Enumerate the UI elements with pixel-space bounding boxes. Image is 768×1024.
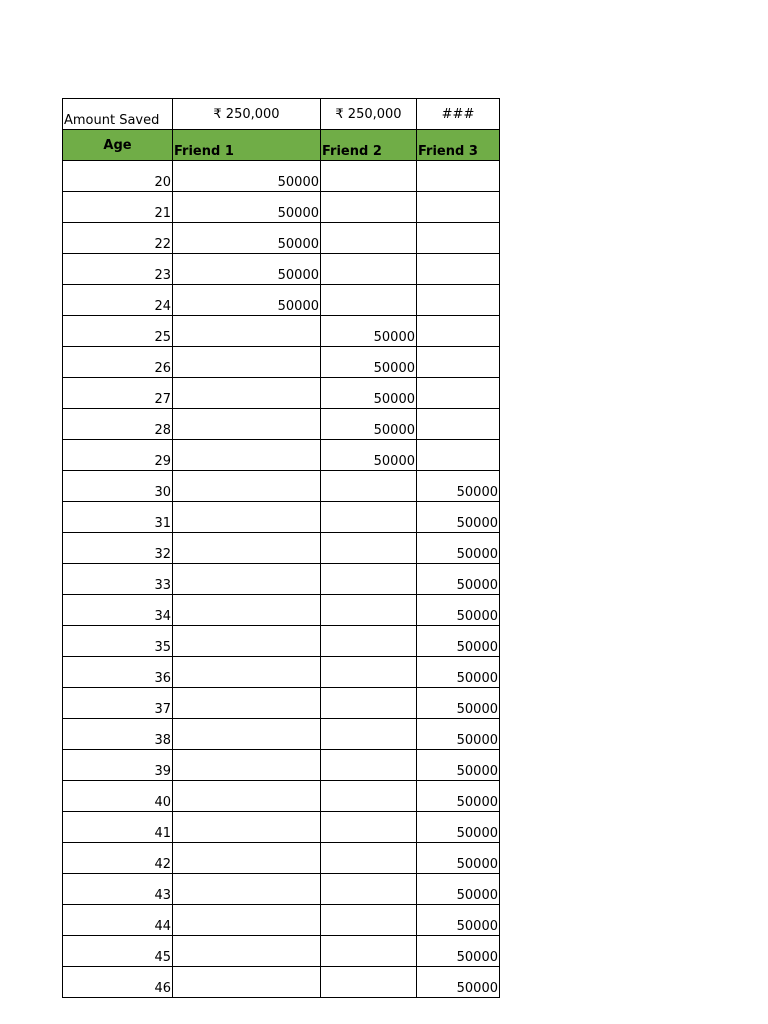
table-row — [63, 347, 500, 378]
friend2-cell[interactable] — [321, 843, 417, 874]
friend1-cell[interactable] — [173, 595, 321, 626]
friend3-cell[interactable] — [417, 409, 500, 440]
friend3-cell[interactable]: 50000 — [417, 564, 500, 595]
friend1-cell[interactable] — [173, 843, 321, 874]
friend3-cell[interactable]: 50000 — [417, 688, 500, 719]
friend2-cell[interactable]: 50000 — [321, 440, 417, 471]
age-cell[interactable]: 28 — [63, 409, 173, 440]
friend3-cell[interactable] — [417, 223, 500, 254]
friend2-cell[interactable] — [321, 161, 417, 192]
friend2-cell[interactable] — [321, 471, 417, 502]
age-cell[interactable]: 31 — [63, 502, 173, 533]
friend3-cell[interactable] — [417, 254, 500, 285]
friend2-cell[interactable] — [321, 533, 417, 564]
amount-saved-label[interactable]: Amount Saved — [63, 99, 173, 130]
age-cell[interactable]: 33 — [63, 564, 173, 595]
friend2-cell[interactable] — [321, 254, 417, 285]
age-cell[interactable]: 46 — [63, 967, 173, 998]
friend1-cell[interactable]: 50000 — [173, 254, 321, 285]
friend1-cell[interactable] — [173, 347, 321, 378]
age-cell[interactable]: 34 — [63, 595, 173, 626]
table-row — [63, 378, 500, 409]
friend1-cell[interactable] — [173, 657, 321, 688]
table-row — [63, 316, 500, 347]
friend3-cell[interactable]: 50000 — [417, 657, 500, 688]
friend2-cell[interactable] — [321, 936, 417, 967]
friend2-header[interactable]: Friend 2 — [321, 130, 417, 161]
table-row — [63, 967, 500, 998]
friend1-cell[interactable] — [173, 533, 321, 564]
friend2-cell[interactable]: 50000 — [321, 347, 417, 378]
table-row — [63, 874, 500, 905]
savings-table-body — [63, 99, 500, 998]
friend3-cell[interactable] — [417, 192, 500, 223]
friend3-cell[interactable] — [417, 378, 500, 409]
friend3-cell[interactable]: 50000 — [417, 471, 500, 502]
age-cell[interactable]: 36 — [63, 657, 173, 688]
friend3-cell[interactable]: 50000 — [417, 750, 500, 781]
friend3-cell[interactable] — [417, 440, 500, 471]
table-row — [63, 626, 500, 657]
friend3-cell[interactable]: 50000 — [417, 719, 500, 750]
friend3-cell[interactable]: 50000 — [417, 502, 500, 533]
friend1-cell[interactable]: 50000 — [173, 192, 321, 223]
friend2-total-cell[interactable]: ₹ 250,000 — [321, 99, 417, 130]
table-row — [63, 843, 500, 874]
table-row — [63, 905, 500, 936]
friend3-cell[interactable] — [417, 161, 500, 192]
age-cell[interactable]: 41 — [63, 812, 173, 843]
friend3-cell[interactable]: 50000 — [417, 781, 500, 812]
age-cell[interactable]: 30 — [63, 471, 173, 502]
friend2-cell[interactable] — [321, 688, 417, 719]
table-row — [63, 223, 500, 254]
column-header-row — [63, 130, 500, 161]
age-cell[interactable]: 23 — [63, 254, 173, 285]
friend3-cell[interactable] — [417, 316, 500, 347]
friend1-cell[interactable] — [173, 688, 321, 719]
age-cell[interactable]: 27 — [63, 378, 173, 409]
age-cell[interactable]: 42 — [63, 843, 173, 874]
friend2-cell[interactable]: 50000 — [321, 409, 417, 440]
friend3-cell[interactable]: 50000 — [417, 533, 500, 564]
friend2-cell[interactable] — [321, 595, 417, 626]
table-row — [63, 533, 500, 564]
friend1-cell[interactable] — [173, 874, 321, 905]
friend2-cell[interactable] — [321, 905, 417, 936]
age-cell[interactable]: 24 — [63, 285, 173, 316]
friend3-cell[interactable]: 50000 — [417, 905, 500, 936]
age-cell[interactable]: 29 — [63, 440, 173, 471]
friend2-cell[interactable] — [321, 874, 417, 905]
age-cell[interactable]: 45 — [63, 936, 173, 967]
age-cell[interactable]: 44 — [63, 905, 173, 936]
friend2-cell[interactable] — [321, 223, 417, 254]
table-row — [63, 688, 500, 719]
friend1-cell[interactable] — [173, 409, 321, 440]
friend1-cell[interactable]: 50000 — [173, 161, 321, 192]
age-cell[interactable]: 35 — [63, 626, 173, 657]
friend3-cell[interactable]: 50000 — [417, 812, 500, 843]
table-row — [63, 750, 500, 781]
friend2-cell[interactable] — [321, 750, 417, 781]
friend1-cell[interactable] — [173, 905, 321, 936]
table-row — [63, 595, 500, 626]
friend1-total-cell[interactable]: ₹ 250,000 — [173, 99, 321, 130]
friend1-cell[interactable] — [173, 502, 321, 533]
friend1-cell[interactable] — [173, 440, 321, 471]
friend2-cell[interactable] — [321, 564, 417, 595]
friend3-cell[interactable]: 50000 — [417, 874, 500, 905]
friend2-cell[interactable] — [321, 781, 417, 812]
friend1-cell[interactable] — [173, 471, 321, 502]
friend1-cell[interactable] — [173, 936, 321, 967]
table-row — [63, 502, 500, 533]
age-cell[interactable]: 21 — [63, 192, 173, 223]
friend1-cell[interactable] — [173, 967, 321, 998]
friend3-cell[interactable]: 50000 — [417, 843, 500, 874]
table-row — [63, 161, 500, 192]
age-cell[interactable]: 22 — [63, 223, 173, 254]
friend2-cell[interactable] — [321, 657, 417, 688]
friend2-cell[interactable] — [321, 626, 417, 657]
age-cell[interactable]: 37 — [63, 688, 173, 719]
friend1-cell[interactable] — [173, 378, 321, 409]
table-row — [63, 254, 500, 285]
friend2-cell[interactable] — [321, 285, 417, 316]
age-cell[interactable]: 43 — [63, 874, 173, 905]
friend3-cell[interactable] — [417, 347, 500, 378]
friend1-cell[interactable] — [173, 719, 321, 750]
table-row — [63, 285, 500, 316]
age-cell[interactable]: 25 — [63, 316, 173, 347]
age-cell[interactable]: 20 — [63, 161, 173, 192]
friend3-header[interactable]: Friend 3 — [417, 130, 500, 161]
amount-saved-row — [63, 99, 500, 130]
table-row — [63, 409, 500, 440]
friend1-cell[interactable] — [173, 626, 321, 657]
friend3-cell[interactable]: 50000 — [417, 626, 500, 657]
friend3-cell[interactable]: 50000 — [417, 936, 500, 967]
age-header[interactable]: Age — [63, 130, 173, 161]
table-row — [63, 657, 500, 688]
friend3-cell[interactable]: 50000 — [417, 595, 500, 626]
table-row — [63, 471, 500, 502]
friend2-cell[interactable]: 50000 — [321, 378, 417, 409]
table-row — [63, 781, 500, 812]
table-row — [63, 936, 500, 967]
friend1-cell[interactable] — [173, 316, 321, 347]
table-row — [63, 812, 500, 843]
friend3-total-cell[interactable]: ### — [417, 99, 500, 130]
friend3-cell[interactable] — [417, 285, 500, 316]
table-row — [63, 440, 500, 471]
friend1-cell[interactable] — [173, 812, 321, 843]
friend2-cell[interactable] — [321, 719, 417, 750]
friend2-cell[interactable] — [321, 192, 417, 223]
friend2-cell[interactable] — [321, 502, 417, 533]
age-cell[interactable]: 39 — [63, 750, 173, 781]
table-row — [63, 192, 500, 223]
age-cell[interactable]: 26 — [63, 347, 173, 378]
friend1-cell[interactable]: 50000 — [173, 223, 321, 254]
friend3-cell[interactable]: 50000 — [417, 967, 500, 998]
friend2-cell[interactable]: 50000 — [321, 316, 417, 347]
savings-table — [62, 98, 500, 998]
friend1-header[interactable]: Friend 1 — [173, 130, 321, 161]
friend1-cell[interactable] — [173, 564, 321, 595]
age-cell[interactable]: 40 — [63, 781, 173, 812]
friend2-cell[interactable] — [321, 967, 417, 998]
age-cell[interactable]: 32 — [63, 533, 173, 564]
age-cell[interactable]: 38 — [63, 719, 173, 750]
friend2-cell[interactable] — [321, 812, 417, 843]
friend1-cell[interactable] — [173, 781, 321, 812]
table-row — [63, 719, 500, 750]
friend1-cell[interactable] — [173, 750, 321, 781]
friend1-cell[interactable]: 50000 — [173, 285, 321, 316]
table-row — [63, 564, 500, 595]
